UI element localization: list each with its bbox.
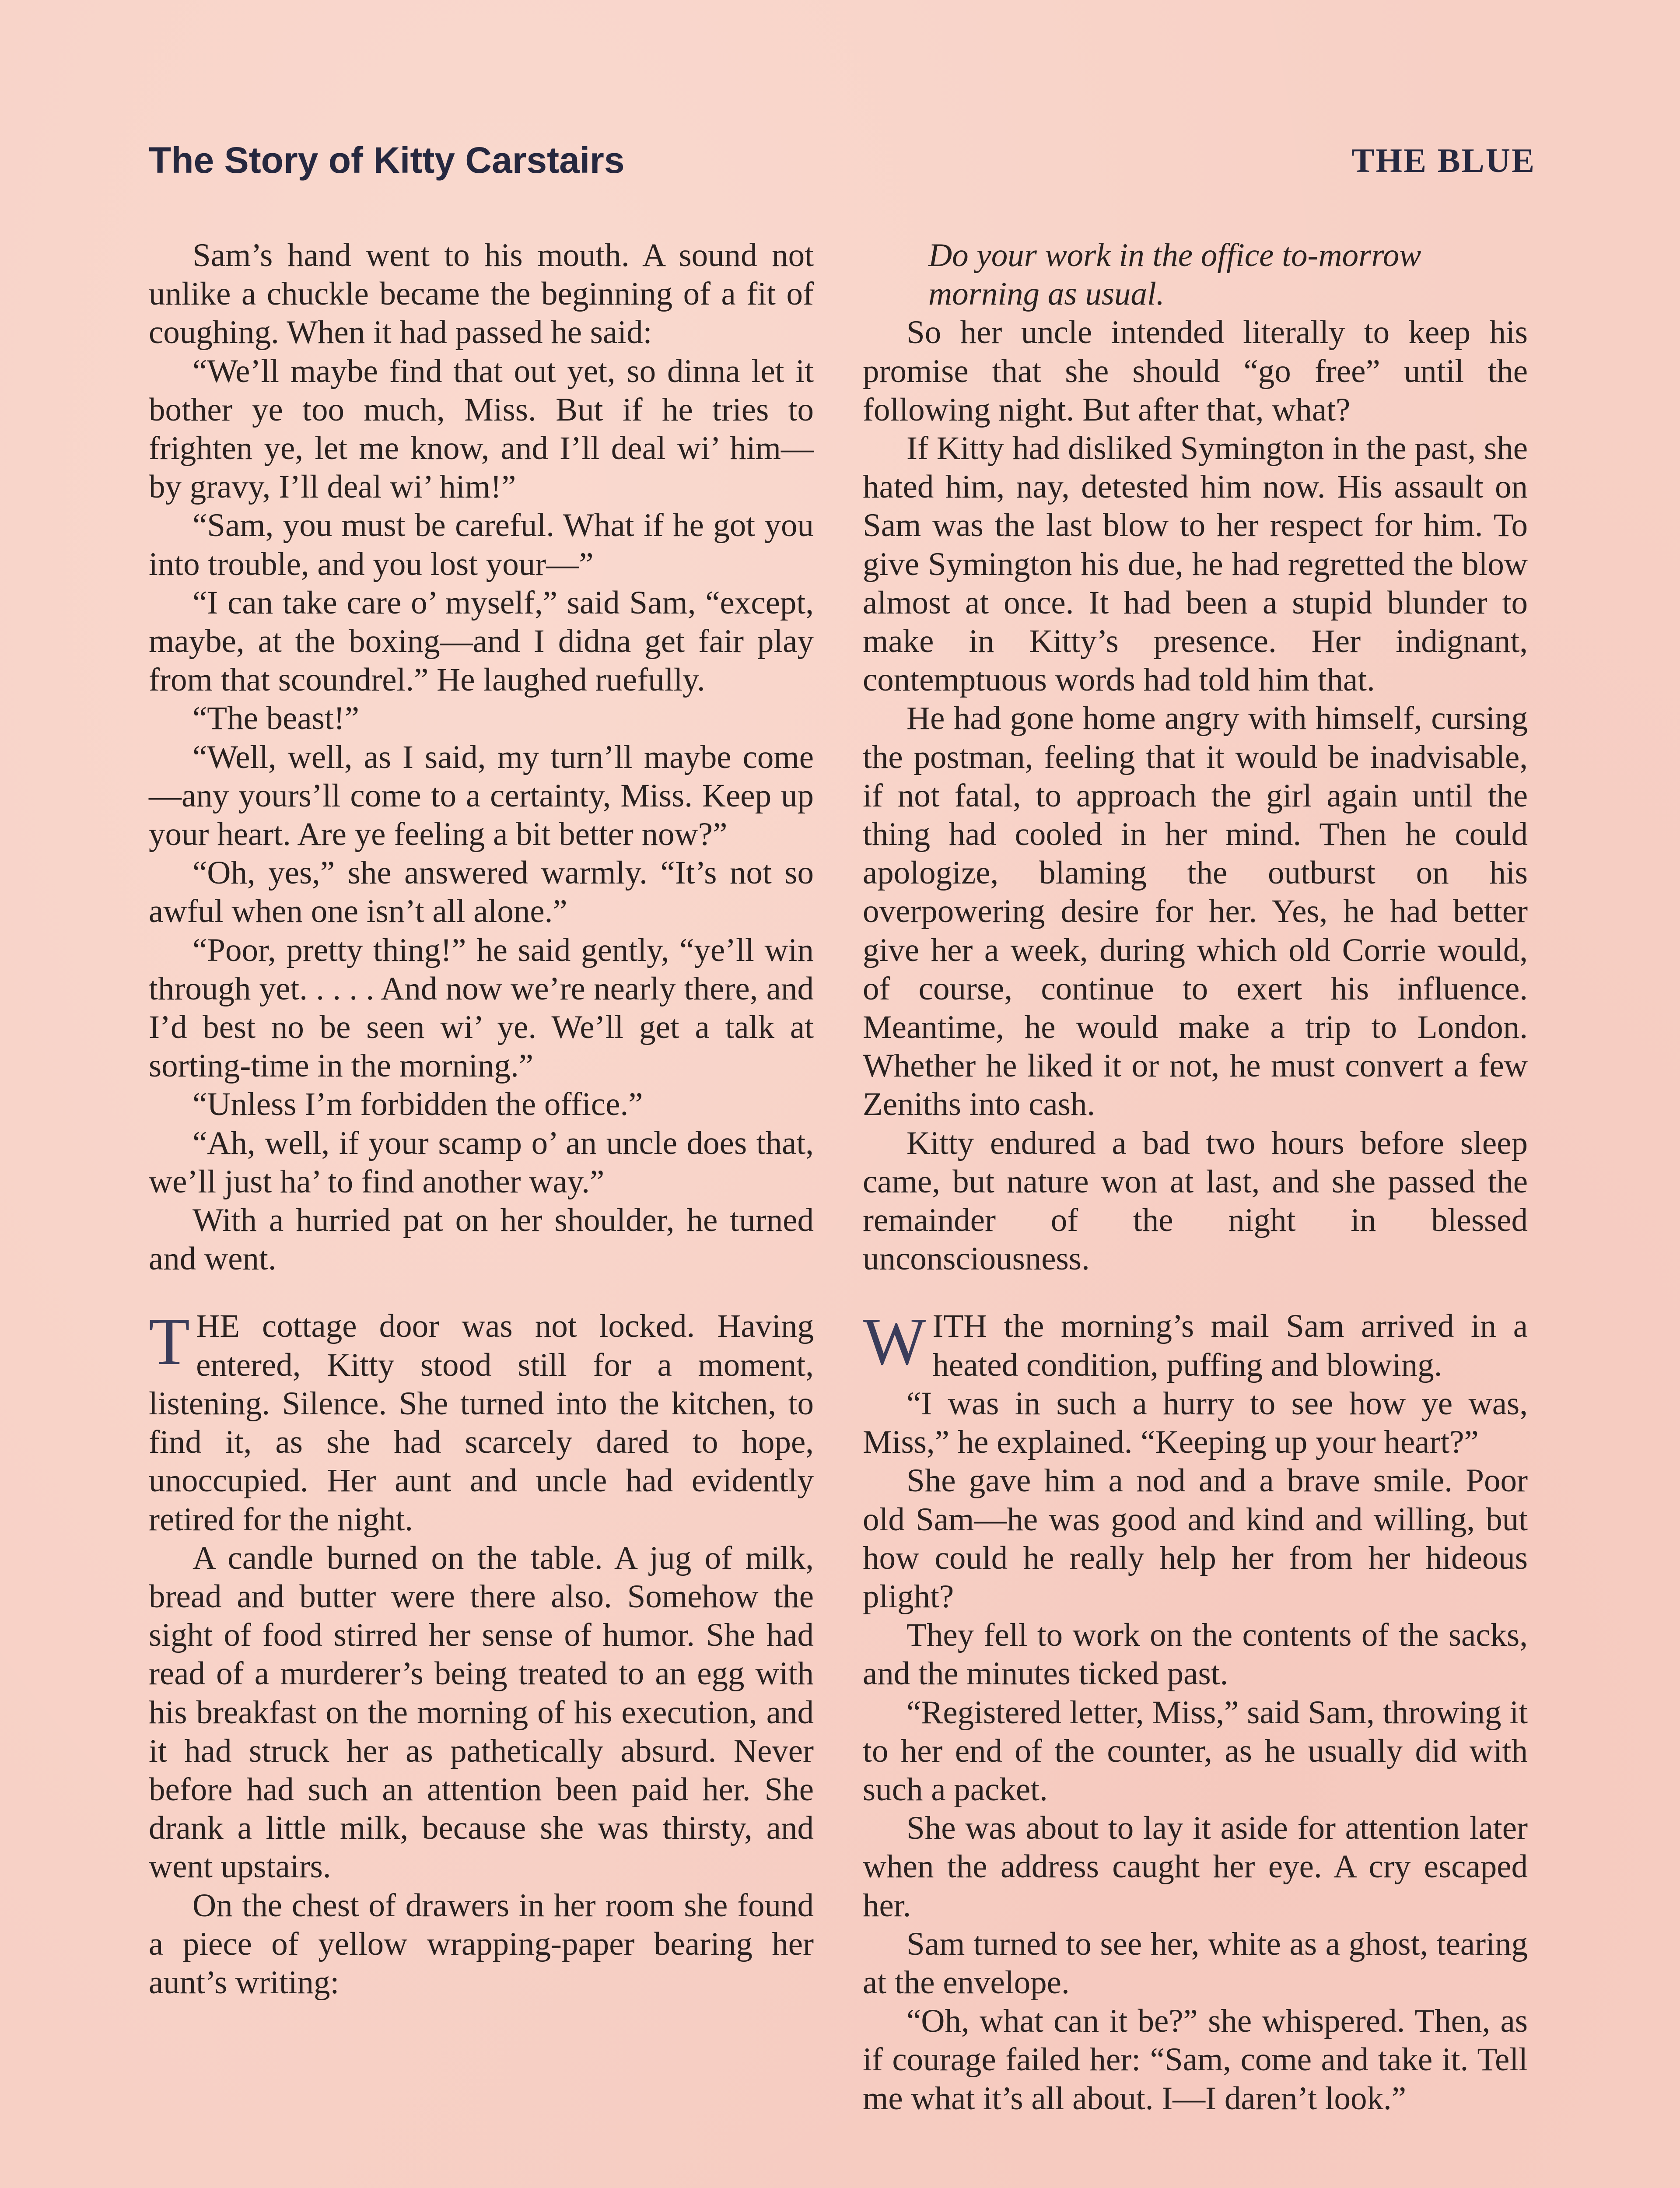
paragraph: She was about to lay it aside for attention later when the address caught her eye. A cry escaped her. — [863, 1810, 1528, 1924]
paragraph: With a hurried pat on her shoulder, he turned and went. — [149, 1202, 814, 1277]
section-opening-paragraph — [149, 1304, 814, 1539]
paragraph: “We’ll maybe find that out yet, so dinna let it bother ye too much, Miss. But if he tries to frighten ye, let me know, and I’ll deal wi’ him—by gravy, I’ll deal wi’ him!” — [149, 353, 814, 505]
paragraph: “The beast!” — [192, 700, 360, 737]
section-opening-text: HE cottage door was not locked. Having entered, Kitty stood still for a moment, listening. Silence. She turned into the kitchen, to find it, as she had scarcely dared to hope, unoccupied. Her aunt and uncle had evidently retired for the night. — [149, 1308, 814, 1538]
aunt-note-quote: Do your work in the office to-morrow morning as usual. — [928, 237, 1421, 312]
left-column — [149, 236, 814, 2002]
paragraph: Sam turned to see her, white as a ghost, tearing at the envelope. — [863, 1925, 1528, 2001]
paragraph: “Poor, pretty thing!” he said gently, “ye’ll win through yet. . . . . And now we’re nearly there, and I’d best no be seen wi’ ye. We’ll get a talk at sorting-time in the morning.” — [149, 932, 814, 1084]
drop-cap: T — [149, 1304, 190, 1379]
section-opening-text: ITH the morning’s mail Sam arrived in a heated condition, puffing and blowing. — [932, 1308, 1528, 1383]
paragraph: She gave him a nod and a brave smile. Poor old Sam—he was good and kind and willing, but how could he really help her from her hideous plight? — [863, 1462, 1528, 1615]
paragraph: If Kitty had disliked Symington in the past, she hated him, nay, detested him now. His assault on Sam was the last blow to her respect for him. To give Symington his due, he had regretted the blow almost at once. It had been a stupid blunder to make in Kitty’s presence. Her indignant, contemptuous words had told him that. — [863, 430, 1528, 698]
right-column — [863, 236, 1528, 2118]
paragraph: “Unless I’m forbidden the office.” — [192, 1086, 643, 1123]
paragraph: So her uncle intended literally to keep his promise that she should “go free” until the following night. But after that, what? — [863, 314, 1528, 428]
paragraph: They fell to work on the contents of the sacks, and the minutes ticked past. — [863, 1617, 1528, 1692]
magazine-name: THE BLUE — [1351, 141, 1536, 179]
paragraph: “Well, well, as I said, my turn’ll maybe come—any yours’ll come to a certainty, Miss. Keep up your heart. Are ye feeling a bit better now?” — [149, 739, 814, 853]
section-break — [863, 1278, 1528, 1307]
paragraph: A candle burned on the table. A jug of milk, bread and butter were there also. Somehow the sight of food stirred her sense of humor. She had read of a murderer’s being treated to an egg with his breakfast on the morning of his execution, and it had struck her as pathetically absurd. Never before had such an attention been paid her. She drank a little milk, because she was thirsty, and went upstairs. — [149, 1539, 814, 1885]
paragraph: He had gone home angry with himself, cursing the postman, feeling that it would be inadvisable, if not fatal, to approach the girl again until the thing had cooled in her mind. Then he could apologize, blaming the outburst on his overpowering desire for her. Yes, he had better give her a week, during which old Corrie would, of course, continue to exert his influence. Meantime, he would make a trip to London. Whether he liked it or not, he must convert a few Zeniths into cash. — [863, 700, 1528, 1123]
section-break — [149, 1278, 814, 1307]
paragraph: “I was in such a hurry to see how ye was, Miss,” he explained. “Keeping up your heart?” — [863, 1385, 1528, 1461]
drop-cap: W — [863, 1304, 927, 1379]
paragraph: “Ah, well, if your scamp o’ an uncle does that, we’ll just ha’ to find another way.” — [149, 1125, 814, 1200]
section-opening-paragraph — [863, 1304, 1528, 1384]
paragraph: “Oh, what can it be?” she whispered. Then, as if courage failed her: “Sam, come and take it. Tell me what it’s all about. I—I daren’t look.” — [863, 2003, 1528, 2117]
page-header — [149, 139, 1536, 187]
paragraph: “I can take care o’ myself,” said Sam, “except, maybe, at the boxing—and I didna get fair play from that scoundrel.” He laughed ruefully. — [149, 584, 814, 698]
paragraph: “Sam, you must be careful. What if he got you into trouble, and you lost your—” — [149, 507, 814, 582]
paragraph: “Oh, yes,” she answered warmly. “It’s not so awful when one isn’t all alone.” — [149, 855, 814, 930]
paragraph: Sam’s hand went to his mouth. A sound not unlike a chuckle became the beginning of a fit of coughing. When it had passed he said: — [149, 237, 814, 351]
paragraph: Kitty endured a bad two hours before sleep came, but nature won at last, and she passed the remainder of the night in blessed unconsciousness. — [863, 1125, 1528, 1277]
running-title: The Story of Kitty Carstairs — [149, 140, 625, 181]
paragraph: “Registered letter, Miss,” said Sam, throwing it to her end of the counter, as he usually did with such a packet. — [863, 1694, 1528, 1808]
paragraph: On the chest of drawers in her room she found a piece of yellow wrapping-paper bearing her aunt’s writing: — [149, 1887, 814, 2001]
